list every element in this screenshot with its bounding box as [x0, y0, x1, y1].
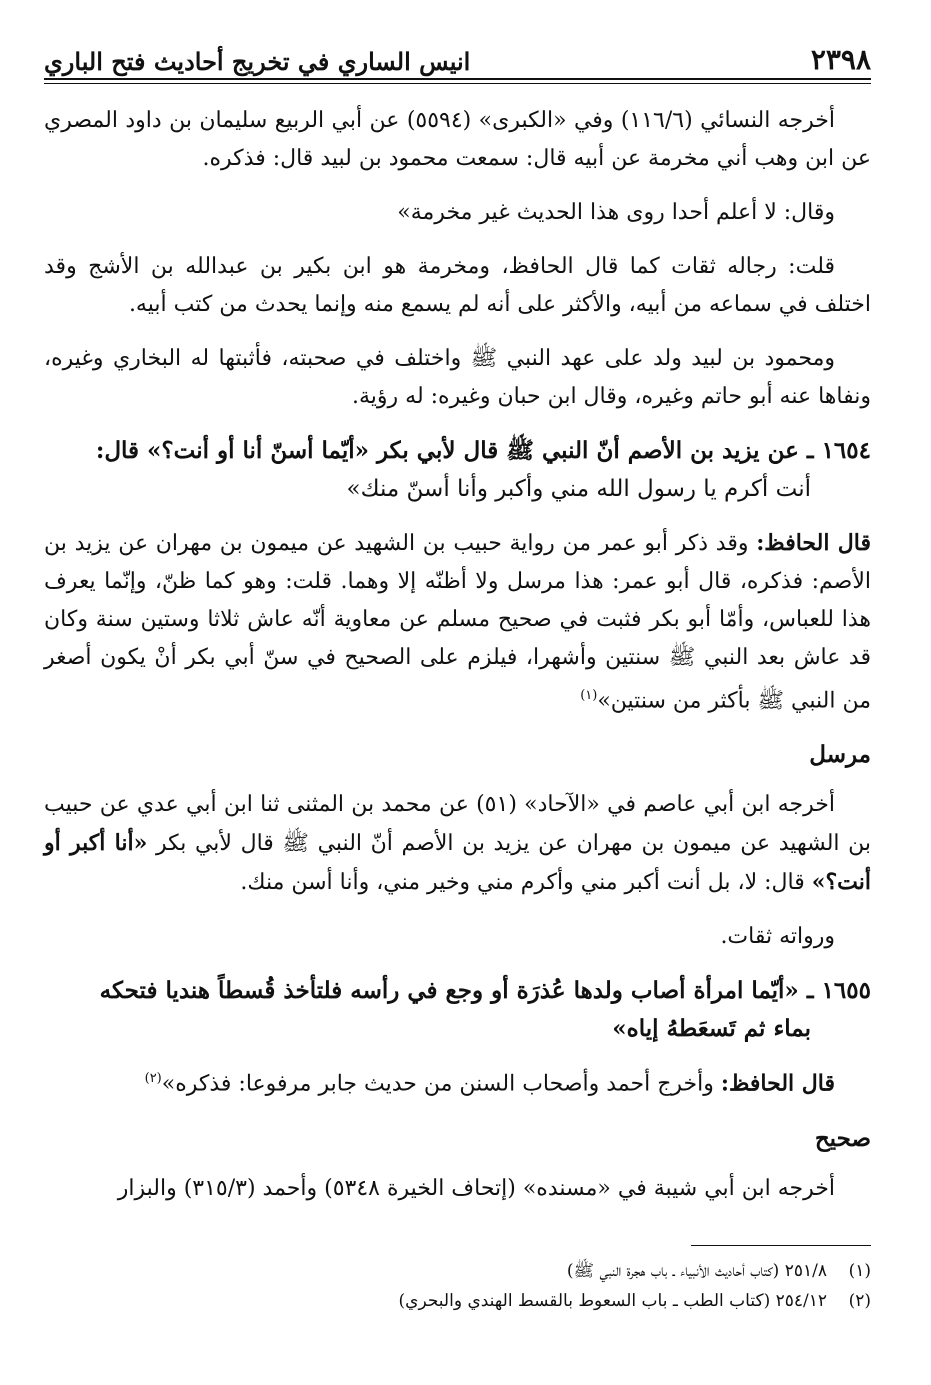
- paragraph-narrators: ورواته ثقات.: [720, 924, 835, 950]
- footnote-text: ٢٥٤/١٢ (كتاب الطب ـ باب السعوط بالقسط الهندي والبحري): [398, 1291, 827, 1311]
- hadith-1655-line2: بماء ثم تَسعَطهُ إياه»: [612, 1015, 811, 1043]
- footnote-number: (٢): [848, 1291, 871, 1311]
- footnote-1: [60, 1256, 871, 1286]
- grade-mursal: مرسل: [809, 741, 871, 769]
- paragraph-takhrij-ibn-abi-asim: [44, 786, 871, 902]
- footnote-ref-1[interactable]: (١): [580, 688, 598, 703]
- hafiz-label: قال الحافظ:: [756, 530, 871, 556]
- header-rule: [44, 78, 871, 80]
- footnotes: [60, 1245, 871, 1316]
- takhrij-rest: قال: لا، بل أنت أكبر مني وأكرم مني وخير مني، وأنا أسن منك.: [240, 870, 812, 896]
- header-rule-thin: [44, 83, 871, 84]
- hadith-1655: [44, 972, 871, 1048]
- footnote-2: [60, 1286, 871, 1316]
- hadith-1654-line2: أنت أكرم يا رسول الله مني وأكبر وأنا أسنّ منك»: [346, 476, 811, 502]
- hadith-1654-line1: ١٦٥٤ ـ عن يزيد بن الأصم أنّ النبي ﷺ قال لأبي بكر «أيّما أسنّ أنا أو أنت؟» قال:: [95, 437, 871, 464]
- hafiz-label-2: قال الحافظ:: [720, 1070, 835, 1097]
- page: [44, 36, 871, 1224]
- hafiz-comment-2: [44, 1060, 871, 1103]
- takhrij-text: أخرجه ابن أبي عاصم في «الآحاد» (٥١) عن محمد بن المثنى ثنا ابن أبي عدي عن حبيب بن الشهيد عن ميمون بن مهران عن يزيد بن الأصم أنّ النبي ﷺ قال لأبي بكر: [44, 792, 872, 857]
- paragraph-rijal: قلت: رجاله ثقات كما قال الحافظ، ومخرمة هو ابن بكير بن عبدالله بن الأشج وقد اختلف في سماعه من أبيه، والأكثر على أنه لم يسمع منه وإنما يحدث من كتب أبيه.: [44, 254, 871, 317]
- footnote-number: (١): [848, 1261, 871, 1281]
- hafiz-text-2: وأخرج أحمد وأصحاب السنن من حديث جابر مرفوعا: فذكره»: [161, 1071, 721, 1097]
- page-header: [44, 36, 871, 76]
- paragraph-mahmud: ومحمود بن لبيد ولد على عهد النبي ﷺ واختلف في صحبته، فأثبتها له البخاري وغيره، ونفاها عنه أبو حاتم وغيره، وقال ابن حبان وغيره: له رؤية.: [44, 346, 871, 409]
- paragraph-nasai-quote: وقال: لا أعلم أحدا روى هذا الحديث غير مخرمة»: [397, 200, 835, 225]
- footnote-divider: [691, 1245, 871, 1246]
- paragraph-takhrij-ibn-abi-shaybah: أخرجه ابن أبي شيبة في «مسنده» (إتحاف الخيرة ٥٣٤٨) وأحمد (٣١٥/٣) والبزار: [117, 1175, 835, 1201]
- hadith-1655-line1: ١٦٥٥ ـ «أيّما امرأة أصاب ولدها عُذرَة أو وجع في رأسه فلتأخذ قُسطاً هنديا فتحكه: [99, 977, 871, 1005]
- grade-sahih: صحيح: [814, 1124, 871, 1152]
- footnote-ref-2[interactable]: (٢): [144, 1071, 162, 1087]
- hadith-1654: [44, 432, 871, 508]
- book-title: انيس الساري في تخريج أحاديث فتح الباري: [44, 47, 471, 76]
- page-number: ٢٣٩٨: [810, 43, 871, 76]
- hafiz-comment-1: [44, 524, 871, 720]
- paragraph-takhrij-nasai: أخرجه النسائي (١١٦/٦) وفي «الكبرى» (٥٥٩٤) عن أبي الربيع سليمان بن داود المصري عن ابن وهب أني مخرمة عن أبيه قال: سمعت محمود بن لبيد قال: فذكره.: [44, 108, 871, 171]
- page-body: [44, 102, 871, 1208]
- takhrij-bold-quote: «أنا أكبر أو أنت؟»: [44, 830, 871, 896]
- hafiz-text: وقد ذكر أبو عمر من رواية حبيب بن الشهيد عن ميمون بن مهران عن يزيد بن الأصم: فذكره، قال أبو عمر: هذا مرسل ولا أظنّه إلا وهما. قلت: وهو كما ظنّ، وإنّما يعرف هذا للعباس، وأمّا أبو بكر فثبت في صحيح مسلم عن معاوية أنّه عاش ثلاثا وستين سنة وكان قد عاش بعد النبي ﷺ سنتين وأشهرا، فيلزم على الصحيح في سنّ أبي بكر أنْ يكون أصغر من النبي ﷺ بأكثر من سنتين»: [44, 531, 871, 714]
- footnote-text: ٢٥١/٨ (كتاب أحاديث الأنبياء ـ باب هجرة النبي ﷺ): [566, 1261, 827, 1281]
